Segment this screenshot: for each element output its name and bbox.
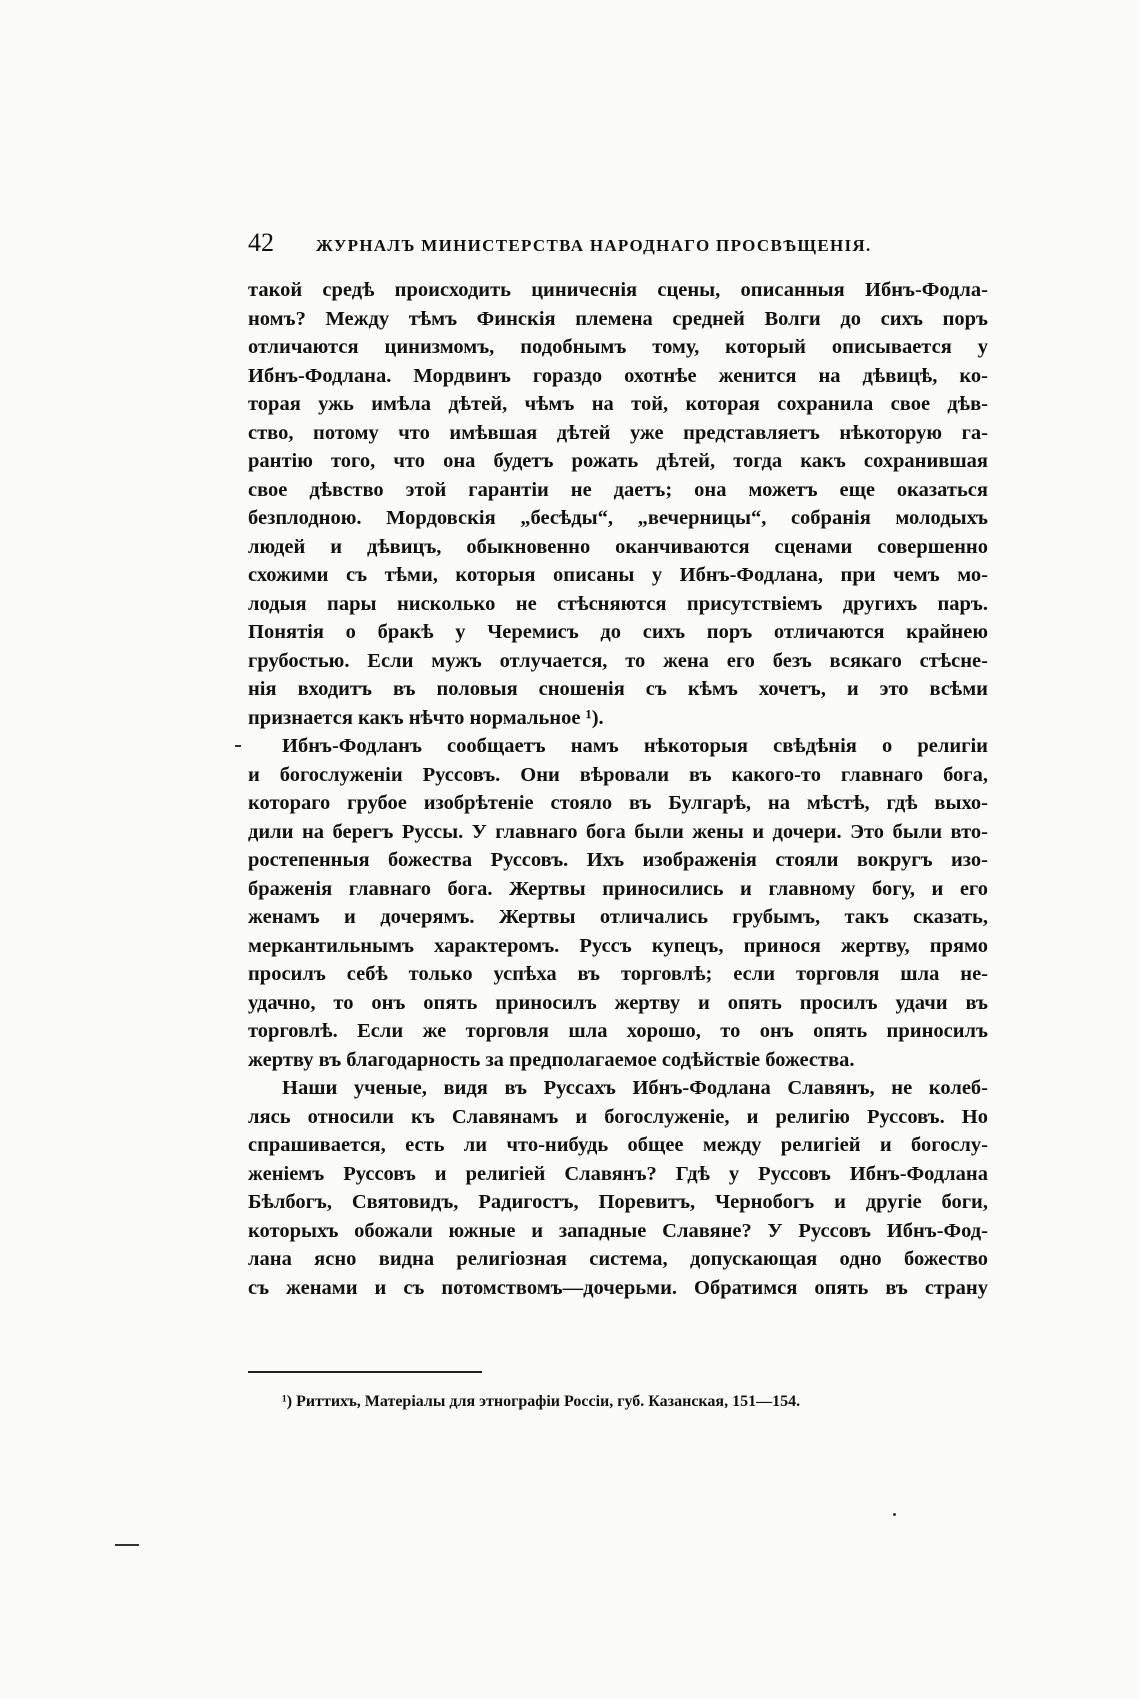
text-line: меркантильнымъ характеромъ. Руссъ купецъ, принося жертву, прямо: [248, 934, 988, 957]
text-line: Бѣлбогъ, Святовидъ, Радигостъ, Поревитъ, Чернобогъ и другіе боги,: [248, 1191, 988, 1213]
text-line: безплодною. Мордовскія „бесѣды“, „вечерницы“, собранія молодыхъ: [248, 507, 988, 529]
text-line: такой средѣ происходить циничеснія сцены, описанныя Ибнъ-Фодла-: [248, 279, 988, 301]
text-line: лясь относили къ Славянамъ и богослуженіе, и религію Руссовъ. Но: [248, 1105, 988, 1128]
text-line: дили на берегъ Руссы. У главнаго бога были жены и дочери. Это были вто-: [248, 820, 988, 843]
paragraph-start-line: Наши ученые, видя въ Руссахъ Ибнъ-Фодлана Славянъ, не колеб-: [282, 1077, 988, 1099]
text-line: женамъ и дочерямъ. Жертвы отличались грубымъ, такъ сказать,: [248, 906, 988, 928]
footnote: ¹) Риттихъ, Матеріалы для этнографіи Россіи, губ. Казанская, 151—154.: [282, 1393, 801, 1410]
text-line: женіемъ Руссовъ и религіей Славянъ? Гдѣ у Руссовъ Ибнъ-Фодлана: [248, 1162, 988, 1185]
text-line: и богослуженіи Руссовъ. Они вѣровали въ какого-то главнаго бога,: [248, 763, 988, 786]
text-line: Ибнъ-Фодлана. Мордвинъ гораздо охотнѣе женится на дѣвицѣ, ко-: [248, 364, 988, 387]
running-head: [248, 228, 988, 268]
text-line: рантію того, что она будетъ рожать дѣтей, тогда какъ сохранившая: [248, 450, 988, 472]
text-line: ростепенныя божества Руссовъ. Ихъ изображенія стояли вокругъ изо-: [248, 849, 988, 871]
text-line: Понятія о бракѣ у Черемисъ до сихъ поръ отличаются крайнею: [248, 621, 988, 643]
text-line: грубостью. Если мужъ отлучается, то жена его безъ всякаго стѣсне-: [248, 649, 988, 672]
text-line: жертву въ благодарность за предполагаемое содѣйствіе божества.: [248, 1048, 855, 1071]
footnote-divider: [248, 1371, 482, 1373]
text-line: съ женами и съ потомствомъ—дочерьми. Обратимся опять въ страну: [248, 1276, 988, 1299]
text-line: людей и дѣвицъ, обыкновенно оканчиваются сценами совершенно: [248, 535, 988, 558]
text-line: номъ? Между тѣмъ Финскія племена средней Волги до сихъ поръ: [248, 307, 988, 330]
text-line: лодыя пары нисколько не стѣсняются присутствіемъ другихъ паръ.: [248, 592, 988, 615]
journal-title: ЖУРНАЛЪ МИНИСТЕРСТВА НАРОДНАГО ПРОСВѢЩЕНІЯ.: [316, 236, 872, 255]
text-line: которыхъ обожали южные и западные Славяне? У Руссовъ Ибнъ-Фод-: [248, 1219, 988, 1242]
paragraph-start-line: Ибнъ-Фодланъ сообщаетъ намъ нѣкоторыя свѣдѣнія о религіи: [282, 735, 988, 757]
text-line: браженія главнаго бога. Жертвы приносились и главному богу, и его: [248, 877, 988, 900]
text-line: торая ужь имѣла дѣтей, чѣмъ на той, которая сохранила свое дѣв-: [248, 393, 988, 415]
text-line: лана ясно видна религіозная система, допускающая одно божество: [248, 1248, 988, 1270]
text-line: ство, потому что имѣвшая дѣтей уже представляетъ нѣкоторую га-: [248, 421, 988, 444]
text-line: схожими съ тѣми, которыя описаны у Ибнъ-Фодлана, при чемъ мо-: [248, 564, 988, 586]
margin-dash: [115, 1544, 139, 1546]
page-number: 42: [248, 228, 274, 257]
text-line: признается какъ нѣчто нормальное ¹).: [248, 706, 604, 729]
text-line: свое дѣвство этой гарантіи не даетъ; она можетъ еще оказаться: [248, 478, 988, 501]
scan-speck: [893, 1513, 896, 1516]
text-line: просилъ себѣ только успѣха въ торговлѣ; если торговля шла не-: [248, 963, 988, 985]
body-text: [248, 276, 988, 1302]
text-line: нія входитъ въ половыя сношенія съ кѣмъ хочетъ, и это всѣми: [248, 678, 988, 700]
text-line: торговлѣ. Если же торговля шла хорошо, то онъ опять приносилъ: [248, 1020, 988, 1042]
text-line: удачно, то онъ опять приносилъ жертву и опять просилъ удачи въ: [248, 991, 988, 1014]
text-line: отличаются цинизмомъ, подобнымъ тому, который описывается у: [248, 336, 988, 358]
text-line: котораго грубое изобрѣтеніе стояло въ Булгарѣ, на мѣстѣ, гдѣ выхо-: [248, 792, 988, 814]
margin-mark: [235, 745, 241, 747]
text-line: спрашивается, есть ли что-нибудь общее между религіей и богослу-: [248, 1134, 988, 1156]
